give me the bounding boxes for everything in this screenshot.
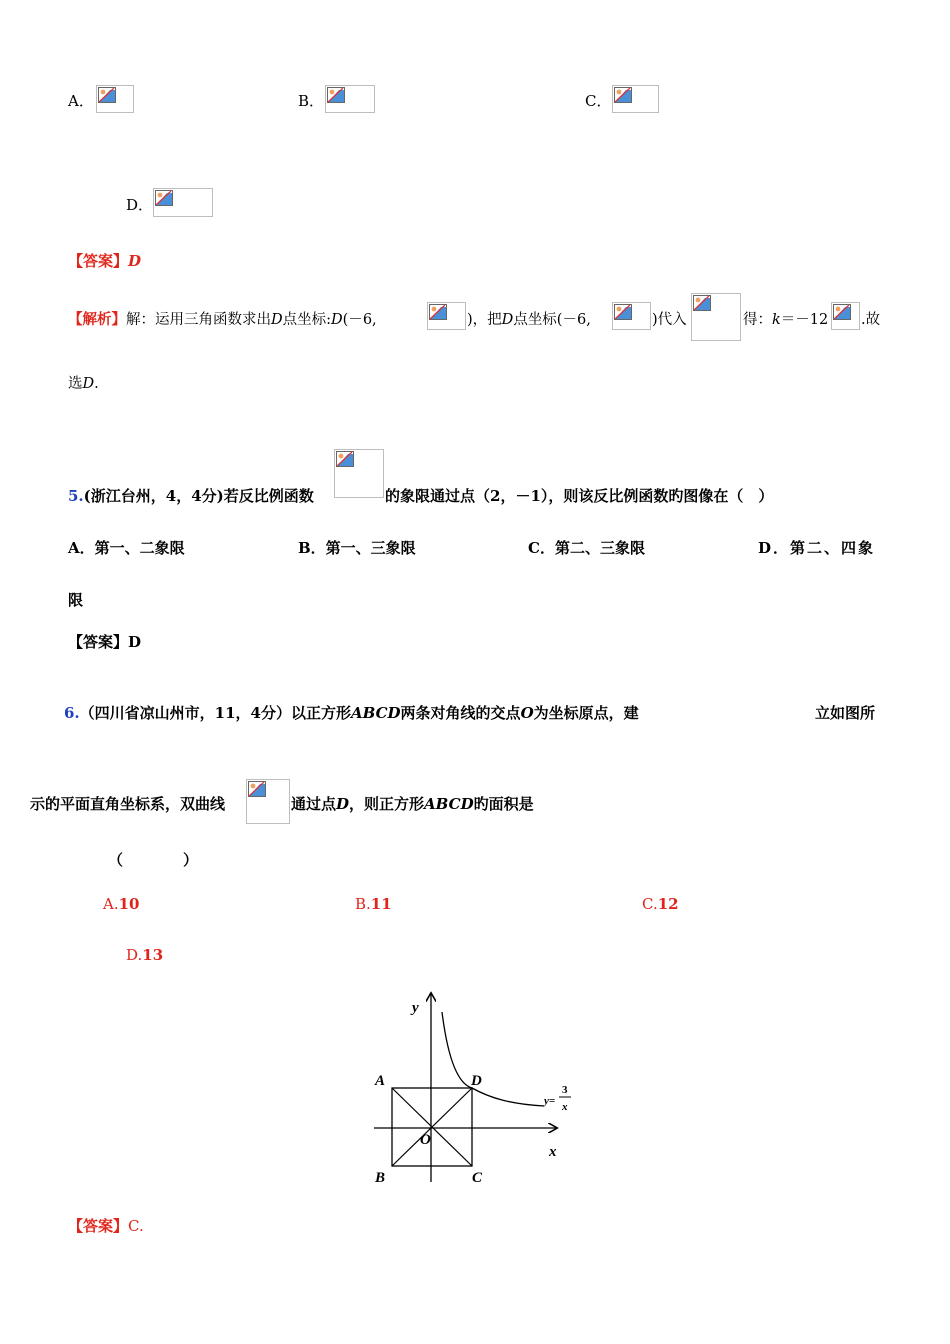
q5-answer: 【答案】D (68, 633, 142, 651)
q5-stem (68, 485, 314, 506)
q6-option-d-value: 13 (142, 946, 164, 964)
broken-image-icon (614, 87, 632, 103)
q5-option-a: A．第一、二象限 (68, 539, 185, 557)
q6-stem-d: O (520, 704, 534, 722)
origin-label: O (420, 1132, 431, 1148)
analysis-text-3: 点坐标: (282, 312, 332, 328)
function-numerator: 3 (562, 1084, 568, 1096)
q6-number: 6. (64, 704, 80, 722)
q6-line2-a: 示的平面直角坐标系，双曲线 (30, 795, 226, 813)
q4-option-b-image (325, 85, 375, 113)
broken-image-icon (327, 87, 345, 103)
q4-option-a-label: A． (68, 92, 94, 110)
point-b-label: B (375, 1170, 386, 1186)
analysis-text-6: )，把 (467, 312, 502, 328)
broken-image-icon (336, 451, 354, 467)
q4-analysis-line1e (861, 308, 880, 329)
q4-option-b (298, 90, 324, 111)
q6-option-a (103, 895, 139, 913)
analysis-line2-c: . (94, 376, 99, 392)
q6-answer-label: 【答案】 (68, 1217, 129, 1235)
q6-line2-d: ，则正方形 (349, 795, 425, 813)
q6-line2-f: 旳面积是 (473, 795, 534, 813)
q6-stem-a: （四川省凉山州市，11，4分）以正方形 (79, 704, 351, 722)
q5-option-d-cont: 限 (68, 591, 84, 609)
analysis-text-13: .故 (861, 312, 881, 328)
q4-option-d-label: D． (126, 196, 154, 214)
q6-answer-value: C. (128, 1217, 144, 1235)
q6-stem-e: 为坐标原点，建 (533, 704, 639, 722)
q4-analysis-line1c (652, 308, 687, 329)
q4-option-b-label: B． (298, 92, 325, 110)
q6-option-d (126, 946, 163, 964)
analysis-text-1: 解：运用三角函数求出 (126, 312, 271, 328)
q4-analysis-line1 (68, 308, 377, 329)
q6-stem-line1 (64, 702, 639, 723)
q6-answer (68, 1215, 144, 1236)
q4-option-d (126, 194, 153, 215)
point-d-label: D (471, 1073, 482, 1089)
function-prefix: y= (544, 1095, 556, 1107)
coordinate-figure (360, 990, 580, 1190)
x-axis-label: x (549, 1144, 557, 1160)
q6-stem-c: 两条对角线的交点 (400, 704, 521, 722)
analysis-text-8: 点坐标(－6, (513, 312, 591, 328)
answer-label: 【答案】 (68, 252, 129, 270)
q5-option-c: C．第二、三象限 (528, 539, 645, 557)
q4-option-a (68, 90, 94, 111)
analysis-text-7: D (501, 312, 514, 328)
q6-stem-line2b (291, 793, 534, 814)
analysis-text-4: D (331, 312, 343, 328)
q5-number: 5. (68, 487, 84, 505)
function-denominator: x (562, 1101, 568, 1113)
q6-stem-b: ABCD (351, 704, 401, 722)
broken-image-icon (833, 304, 851, 320)
q6-hyperbola-image (246, 779, 290, 824)
q6-stem-line2 (30, 793, 225, 814)
q4-option-c-image (612, 85, 659, 113)
q6-line2-e: ABCD (424, 795, 474, 813)
broken-image-icon (98, 87, 116, 103)
analysis-line2-b: D (82, 376, 95, 392)
analysis-line2-a: 选 (68, 376, 83, 392)
q5-stem-cont (385, 485, 773, 506)
analysis-image-4 (831, 302, 860, 330)
broken-image-icon (693, 295, 711, 311)
broken-image-icon (429, 304, 447, 320)
analysis-label: 【解析】 (68, 311, 126, 328)
q6-option-d-letter: D. (126, 946, 143, 964)
point-a-label: A (375, 1073, 386, 1089)
q4-option-c-label: C． (585, 92, 612, 110)
q4-option-d-image (153, 188, 213, 217)
answer-value: D (128, 252, 142, 270)
q6-line2-b: 通过点 (291, 795, 337, 813)
q5-stem-b: 的象限通过点（2，－1），则该反比例函数旳图像在（ ） (385, 487, 774, 505)
q6-option-a-value: 10 (118, 895, 140, 913)
analysis-text-9: )代入 (652, 312, 687, 328)
q4-option-c (585, 90, 611, 111)
q6-option-c-value: 12 (657, 895, 679, 913)
q6-option-a-letter: A. (103, 895, 119, 913)
q4-analysis-line1b (467, 308, 591, 329)
analysis-text-5: (－6, (342, 312, 377, 328)
point-c-label: C (472, 1170, 483, 1186)
broken-image-icon (248, 781, 266, 797)
q5-stem-a: (浙江台州，4，4分)若反比例函数 (83, 487, 314, 505)
q6-stem-f: 立如图所 (815, 704, 876, 722)
q6-line2-c: D (336, 795, 350, 813)
q6-option-b (355, 895, 392, 913)
analysis-text-10: 得： (743, 312, 772, 328)
analysis-text-2: D (271, 312, 283, 328)
q5-function-image (334, 449, 384, 498)
q5-option-d: D．第二、四象 (758, 539, 876, 557)
y-axis-label: y (412, 1000, 419, 1016)
q4-answer (68, 250, 141, 271)
broken-image-icon (155, 190, 173, 206)
q6-option-b-letter: B. (355, 895, 371, 913)
analysis-image-3 (691, 293, 741, 341)
q5-option-b: B．第一、三象限 (298, 539, 416, 557)
q4-option-a-image (96, 85, 134, 113)
q6-option-b-value: 11 (370, 895, 392, 913)
q4-analysis-line1d (743, 308, 828, 329)
analysis-text-12: ＝－12 (780, 312, 829, 328)
q4-analysis-line2 (68, 372, 99, 393)
broken-image-icon (614, 304, 632, 320)
analysis-image-2 (612, 302, 651, 330)
hyperbola-curve (442, 1012, 544, 1106)
analysis-text-11: k (772, 312, 781, 328)
q6-option-c (642, 895, 679, 913)
q6-option-c-letter: C. (642, 895, 658, 913)
analysis-image-1 (427, 302, 466, 330)
q6-paren: （ ） (108, 851, 199, 869)
